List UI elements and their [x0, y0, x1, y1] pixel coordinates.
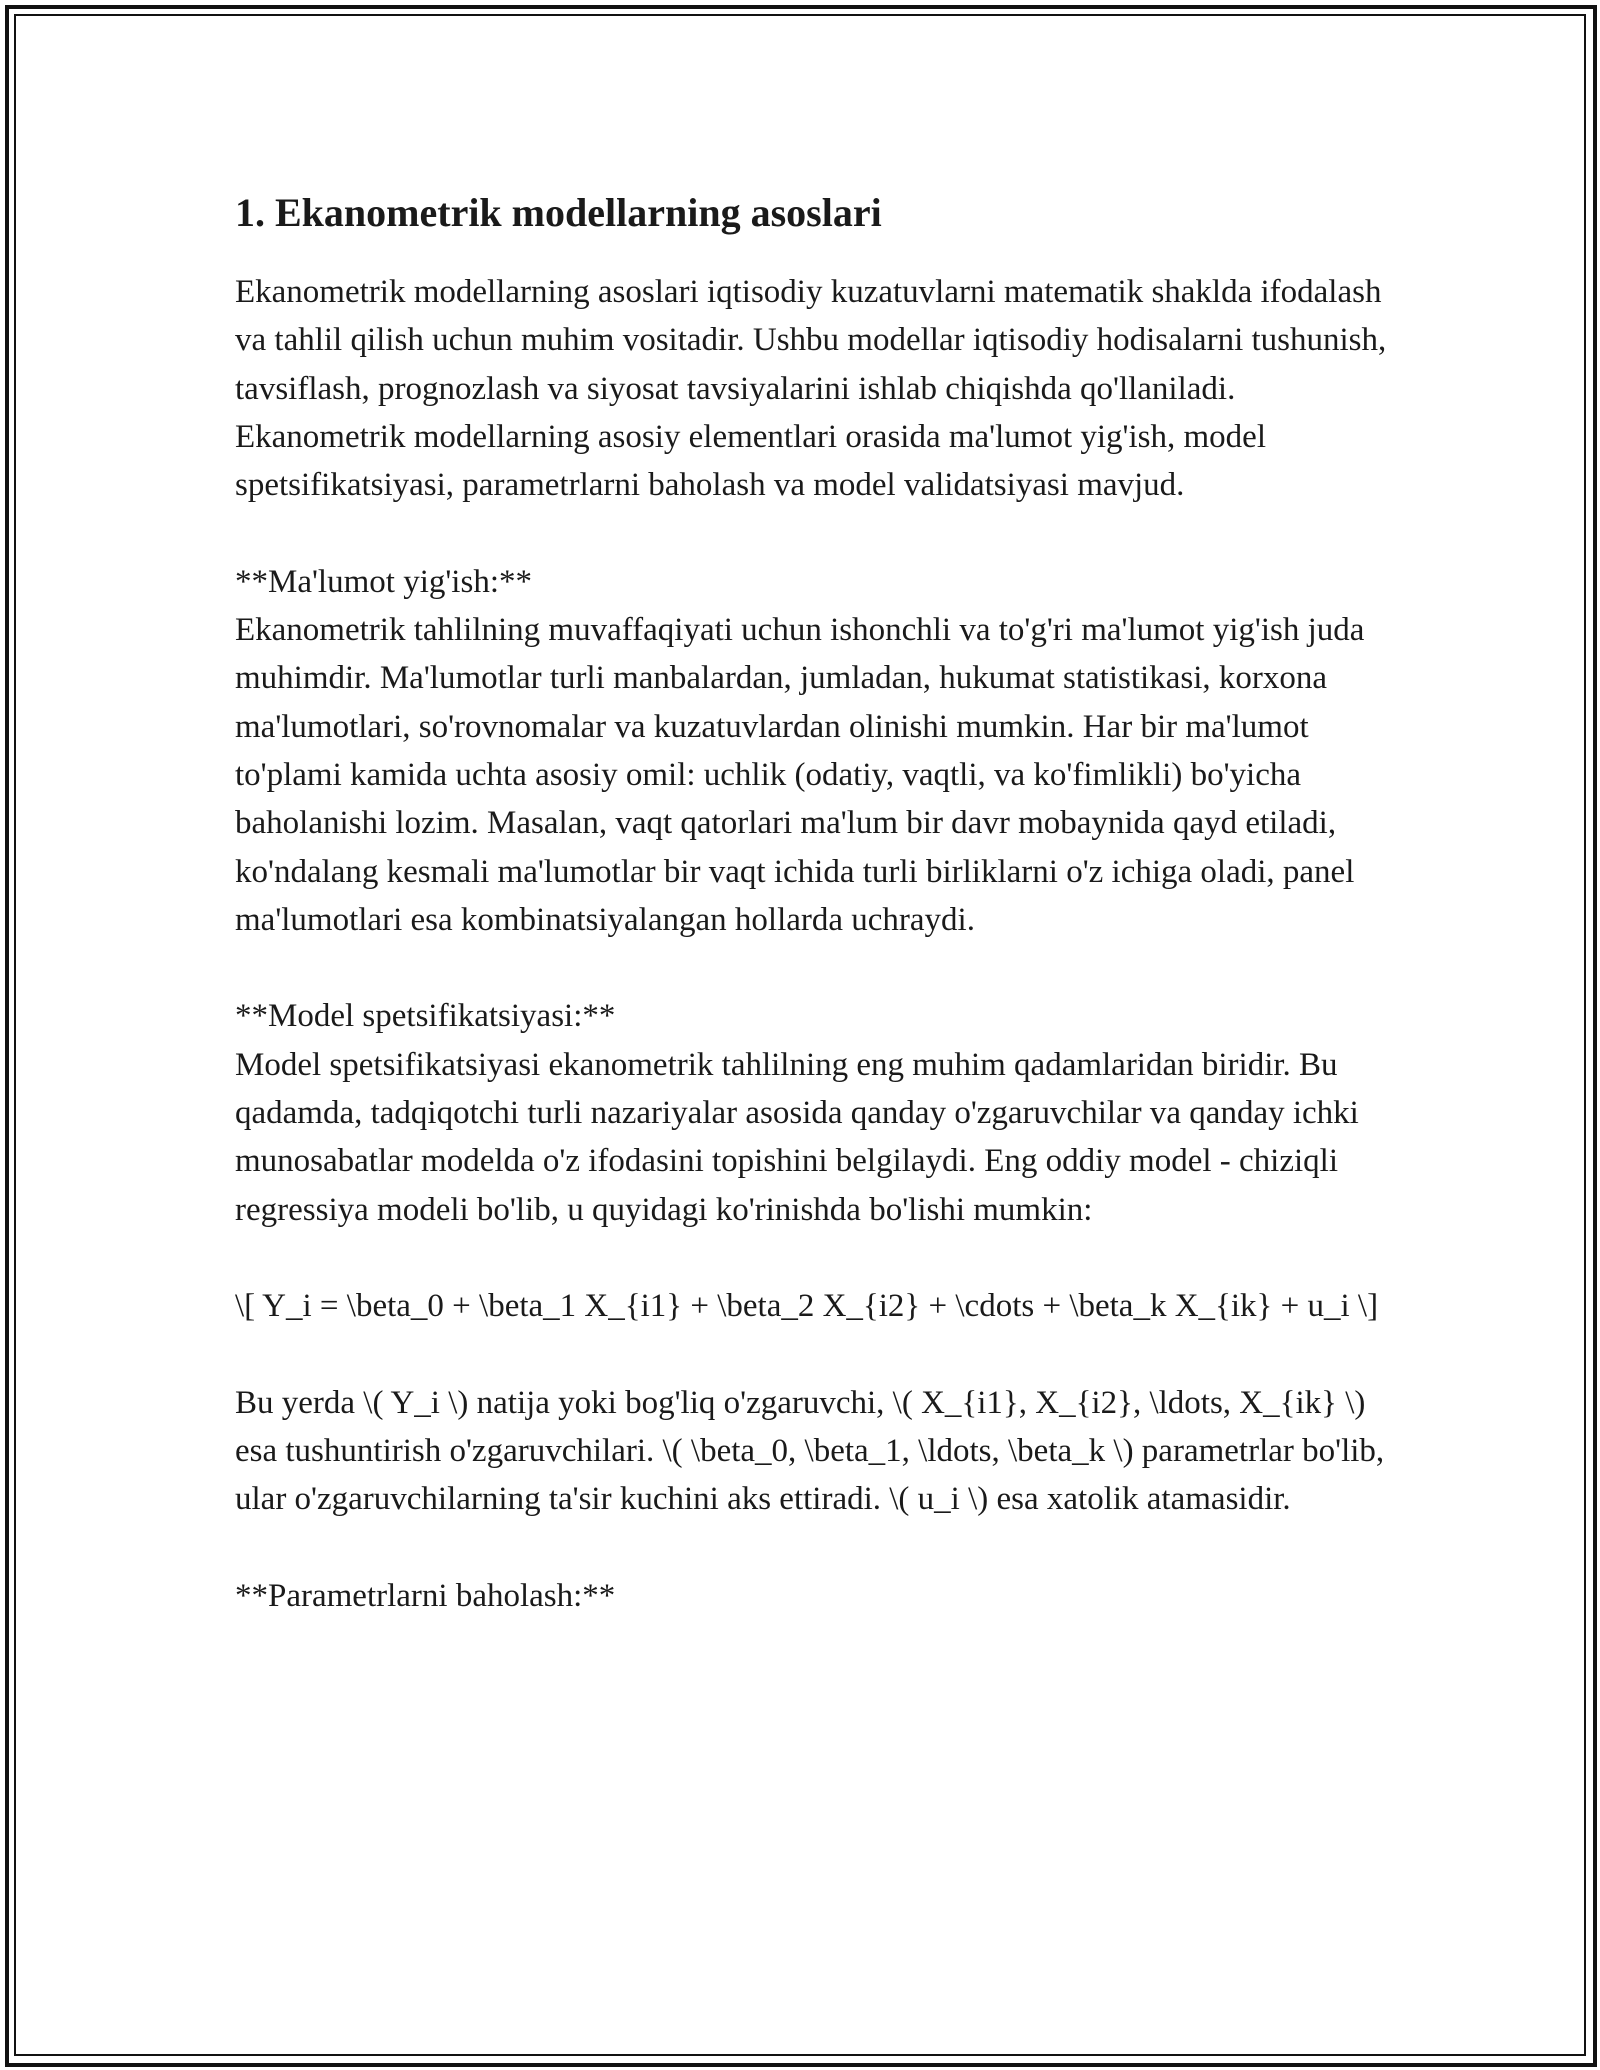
model-specification-heading: **Model spetsifikatsiyasi:**: [235, 998, 616, 1035]
data-collection-paragraph: Ekanometrik tahlilning muvaffaqiyati uchun ishonchli va to'g'ri ma'lumot yig'ish juda muhimdir. Ma'lumotlar turli manbalardan, jumladan, hukumat statistikasi, korxona ma'lumotlari, so'rovnomalar va kuzatuvlardan olinishi mumkin. Har bir ma'lumot to'plami kamida uchta asosiy omil: uchlik (odatiy, vaqtli, va ko'fimlikli) bo'yicha baholanishi lozim. Masalan, vaqt qatorlari ma'lum bir davr mobaynida qayd etiladi, ko'ndalang kesmali ma'lumotlar bir vaqt ichida turli birliklarni o'z ichiga oladi, panel ma'lumotlari esa kombinatsiyalangan hollarda uchraydi.: [235, 612, 1365, 938]
intro-paragraph: Ekanometrik modellarning asoslari iqtisodiy kuzatuvlarni matematik shaklda ifodalash va tahlil qilish uchun muhim vositadir. Ushbu modellar iqtisodiy hodisalarni tushunish, tavsiflash, prognozlash va siyosat tavsiyalarini ishlab chiqishda qo'llaniladi. Ekanometrik modellarning asosiy elementlari orasida ma'lumot yig'ish, model spetsifikatsiyasi, parametrlarni baholash va model validatsiyasi mavjud.: [235, 274, 1387, 504]
formula-explanation-paragraph: Bu yerda \( Y_i \) natija yoki bog'liq o'zgaruvchi, \( X_{i1}, X_{i2}, \ldots, X_{ik} \) esa tushuntirish o'zgaruvchilari. \( \beta_0, \beta_1, \ldots, \beta_k \) parametrlar bo'lib, ular o'zgaruvchilarning ta'sir kuchini aks ettiradi. \( u_i \) esa xatolik atamasidir.: [235, 1384, 1385, 1518]
paragraph-gap: [235, 509, 1395, 557]
paragraph-gap: [235, 1234, 1395, 1282]
paragraph-gap: [235, 1331, 1395, 1379]
data-collection-heading: **Ma'lumot yig'ish:**: [235, 563, 532, 600]
document-body: [235, 186, 1395, 1620]
parameter-estimation-heading: **Parametrlarni baholash:**: [235, 1578, 616, 1615]
model-specification-paragraph: Model spetsifikatsiyasi ekanometrik tahlilning eng muhim qadamlaridan biridir. Bu qadamda, tadqiqotchi turli nazariyalar asosida qanday o'zgaruvchilar va qanday ichki munosabatlar modelda o'z ifodasini topishini belgilaydi. Eng oddiy model - chiziqli regressiya modeli bo'lib, u quyidagi ko'rinishda bo'lishi mumkin:: [235, 1046, 1359, 1228]
paragraph-gap: [235, 1524, 1395, 1572]
regression-formula: \[ Y_i = \beta_0 + \beta_1 X_{i1} + \beta_2 X_{i2} + \cdots + \beta_k X_{ik} + u_i \]: [235, 1288, 1379, 1325]
paragraph-gap: [235, 944, 1395, 992]
section-heading: 1. Ekanometrik modellarning asoslari: [235, 190, 882, 235]
